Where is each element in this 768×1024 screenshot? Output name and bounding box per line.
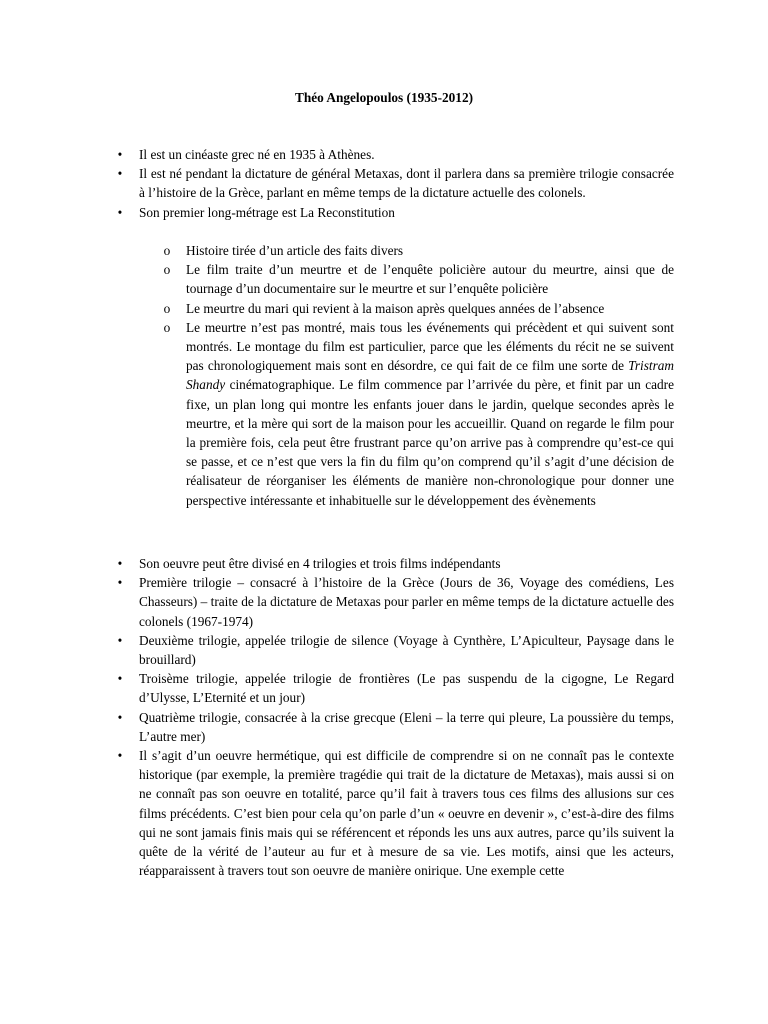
list-item-text: Il s’agit d’un oeuvre hermétique, qui est difficile de comprendre si on ne connaît pas le contexte historique (par exemple, la première tragédie qui trait de la dictature de Metaxas), mais aussi si on ne connaît pas son oeuvre en totalité, parce qu’il fait à travers tous ces films des allusions sur ces films précédents. C’est bien pour cela qu’on parle d’un « oeuvre en devenir », c’est-à-dire des films qui ne sont jamais finis mais qui se référencent et réponds les uns aux autres, parce qu’ils suivent la quête de la vérité de l’auteur au fur et à mesure de sa vie. Les motifs, ainsi que les acteurs, réapparaissent à travers tout son oeuvre de manière onirique. Une exemple cette	[139, 748, 674, 879]
circle-bullet-icon: o	[163, 243, 171, 258]
circle-bullet-icon: o	[163, 262, 171, 278]
list-item-text: Deuxième trilogie, appelée trilogie de silence (Voyage à Cynthère, L’Apiculteur, Paysage dans le brouillard)	[139, 632, 674, 668]
bullet-icon: •	[117, 748, 123, 764]
sub-list-item	[163, 318, 674, 510]
bullet-list	[0, 554, 768, 880]
bullet-icon: •	[117, 166, 123, 182]
list-item	[117, 669, 674, 707]
bullet-icon: •	[117, 556, 123, 571]
list-item-text: Quatrième trilogie, consacrée à la crise grecque (Eleni – la terre qui pleure, La poussière du temps, L’autre mer)	[139, 709, 674, 744]
sub-list-item-text: Le meurtre du mari qui revient à la maison après quelques années de l’absence	[186, 300, 605, 316]
list-item	[117, 708, 674, 746]
page-title: Théo Angelopoulos (1935-2012)	[294, 90, 474, 105]
list-item-text: Troisème trilogie, appelée trilogie de frontières (Le pas suspendu de la cigogne, Le Regard d’Ulysse, L’Eternité et un jour)	[139, 671, 674, 706]
circle-bullet-icon: o	[163, 319, 171, 335]
bullet-icon: •	[117, 575, 123, 591]
circle-bullet-icon: o	[163, 300, 171, 316]
list-item	[117, 203, 674, 222]
sub-list-item-text-part: cinématographique. Le film commence par l’arrivée du père, et finit par un cadre fixe, un plan long qui montre les enfants jouer dans le jardin, quelque secondes après le meurtre, et la mère qui sort de la maison pour les accueillir. Quand on regarde le film pour la première fois, cela peut être frustrant parce qu’on arrive pas à comprendre qu’est-ce qui se passe, et ce n’est que vers la fin du film qu’on comprend qu’il s’agit d’une décision de réalisateur de réorganiser les éléments de manière non-chronologique pour donner une perspective intéressante et inhabituelle sur le développement des évènements	[186, 377, 674, 508]
sub-list-item-text: Histoire tirée d’un article des faits divers	[186, 243, 404, 258]
list-item-text: Son premier long-métrage est La Reconstitution	[139, 204, 395, 220]
sub-list-item-text	[186, 318, 674, 510]
list-item-text: Son oeuvre peut être divisé en 4 trilogies et trois films indépendants	[139, 556, 501, 571]
bullet-icon: •	[117, 204, 123, 220]
list-item	[117, 573, 674, 631]
sub-list-item	[163, 241, 674, 260]
list-item	[117, 746, 674, 880]
sub-list-item-text: Le film traite d’un meurtre et de l’enquête policière autour du meurtre, ainsi que de tournage d’un documentaire sur le meurtre et sur l’enquête policière	[186, 262, 674, 297]
bullet-list	[0, 145, 768, 222]
bullet-icon: •	[117, 671, 123, 687]
bullet-icon: •	[117, 147, 123, 162]
bullet-icon: •	[117, 709, 123, 725]
sub-list-item-text-part: Le meurtre n’est pas montré, mais tous les événements qui précèdent et qui suivent sont montrés. Le montage du film est particulier, parce que les éléments du récit ne se suivent pas chronologiquement mais sont en désordre, ce qui fait de ce film une sorte de	[186, 319, 674, 374]
list-item-text: Il est né pendant la dictature de général Metaxas, dont il parlera dans sa première trilogie consacrée à l’histoire de la Grèce, parlant en même temps de la dictature actuelle des colonels.	[139, 166, 674, 201]
list-item	[117, 164, 674, 202]
sub-list-item	[163, 260, 674, 298]
list-item	[117, 631, 674, 669]
bullet-icon: •	[117, 632, 123, 648]
list-item-text: Première trilogie – consacré à l’histoire de la Grèce (Jours de 36, Voyage des comédiens, Les Chasseurs) – traite de la dictature de Metaxas pour parler en même temps de la dictature actuelle des colonels (1967-1974)	[139, 575, 674, 629]
sub-bullet-list	[139, 241, 674, 510]
list-item	[117, 554, 674, 573]
film-title-italic: Tristram Shandy	[186, 358, 674, 393]
list-item-text: Il est un cinéaste grec né en 1935 à Athènes.	[139, 147, 375, 162]
sub-list-item	[163, 299, 674, 318]
list-item	[117, 145, 674, 164]
